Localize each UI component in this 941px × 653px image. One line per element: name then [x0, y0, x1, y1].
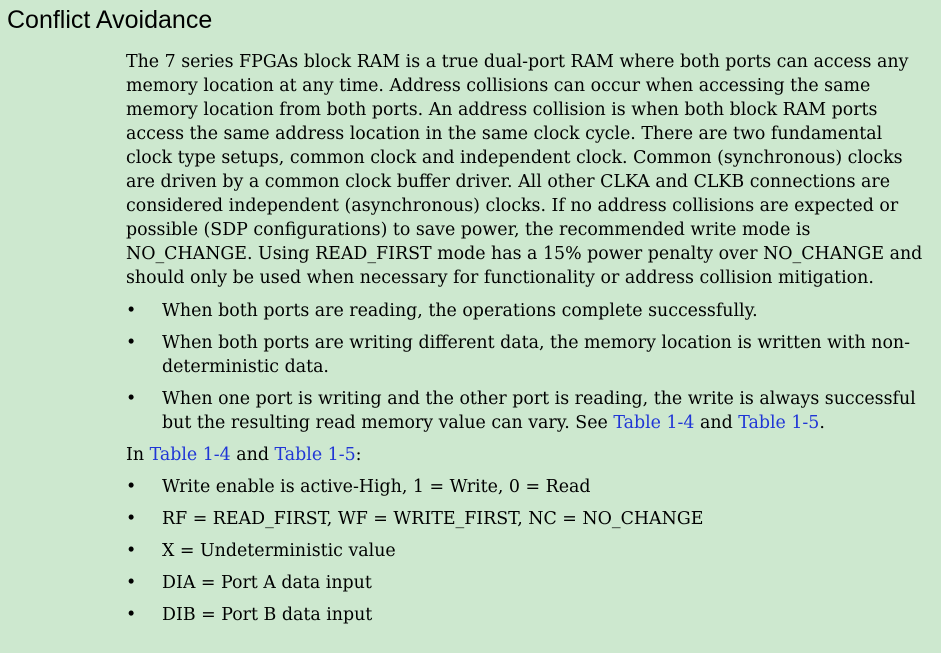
legend-bullet-modes: • RF = READ_FIRST, WF = WRITE_FIRST, NC = NO_CHANGE: [126, 507, 926, 531]
bullet-write-read-join: and: [694, 413, 739, 433]
bullet-write-read-suffix: .: [819, 413, 825, 433]
legend-bullet-dia: • DIA = Port A data input: [126, 571, 926, 595]
bullet-write-read-text: When one port is writing and the other port is reading, the write is always successful but the resulting read memory value can vary. See: [162, 389, 916, 433]
intro-paragraph: The 7 series FPGAs block RAM is a true dual-port RAM where both ports can access any memory location at any time. Address collisions can occur when accessing the same memory location from both ports. An address collision is when both block RAM ports access the same address location in the same clock cycle. There are two fundamental clock type setups, common clock and independent clock. Common (synchronous) clocks are driven by a common clock buffer driver. All other CLKA and CLKB connections are considered independent (asynchronous) clocks. If no address collisions are expected or possible (SDP configurations) to save power, the recommended write mode is NO_CHANGE. Using READ_FIRST mode has a 15% power penalty over NO_CHANGE and should only be used when necessary for functionality or address collision mitigation.: [126, 52, 923, 288]
legend-link-table-1-5[interactable]: Table 1-5: [274, 445, 356, 465]
collision-bullet-list: [126, 299, 926, 435]
legend-bullet-x: • X = Undeterministic value: [126, 539, 926, 563]
link-table-1-4[interactable]: Table 1-4: [613, 413, 695, 433]
legend-intro-suffix: :: [355, 445, 362, 465]
link-table-1-5[interactable]: Table 1-5: [738, 413, 820, 433]
legend-intro: [126, 443, 926, 467]
legend-bullet-dib: • DIB = Port B data input: [126, 603, 926, 627]
bullet-write-read: [126, 387, 926, 435]
legend-intro-join: and: [230, 445, 275, 465]
legend-bullet-write-enable: • Write enable is active-High, 1 = Write, 0 = Read: [126, 475, 926, 499]
bullet-write-write: • When both ports are writing different data, the memory location is written with non-deterministic data.: [126, 331, 926, 379]
legend-link-table-1-4[interactable]: Table 1-4: [149, 445, 231, 465]
bullet-read-read: • When both ports are reading, the operations complete successfully.: [126, 299, 926, 323]
section-title: Conflict Avoidance: [7, 6, 213, 34]
legend-bullet-list: [126, 475, 926, 627]
section-body: [126, 50, 926, 635]
legend-intro-prefix: In: [126, 445, 150, 465]
